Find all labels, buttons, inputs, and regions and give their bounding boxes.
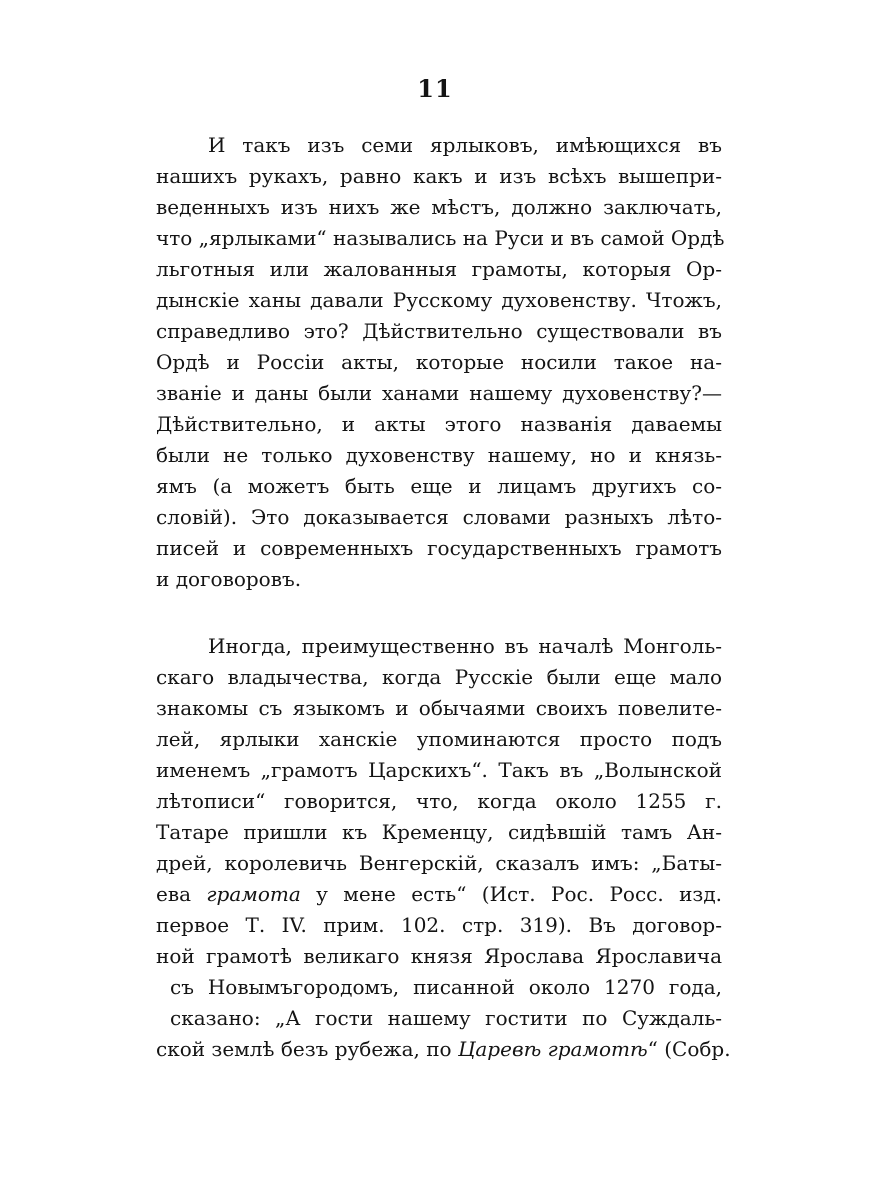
text-segment: ской землѣ безъ рубежа, по [156, 1037, 452, 1061]
text-line: и договоровъ. [156, 567, 302, 591]
text-segment: ева [156, 882, 192, 906]
text-line: именемъ „грамотъ Царскихъ“. Такъ въ „Волынской [156, 758, 722, 782]
text-line: сказано: „А гости нашему гостити по Суждаль- [170, 1006, 722, 1030]
text-line: съ Новымъгородомъ, писанной около 1270 года, [170, 975, 722, 999]
italic-text: Царевѣ грамотѣ [457, 1037, 648, 1061]
italic-text: грамота [206, 882, 301, 906]
text-line: Ордѣ и Россіи акты, которые носили такое на- [156, 350, 722, 374]
page-number: 11 [417, 74, 453, 103]
text-line: что „ярлыками“ назывались на Руси и въ самой Ордѣ [156, 226, 725, 250]
text-line: льготныя или жалованныя грамоты, которыя Ор- [156, 257, 722, 281]
text-line: лѣтописи“ говорится, что, когда около 1255 г. [156, 789, 722, 813]
text-line: знакомы съ языкомъ и обычаями своихъ повелите- [156, 696, 722, 720]
text-line: были не только духовенству нашему, но и князь- [156, 443, 722, 467]
text-line [156, 879, 722, 910]
text-line: дынскіе ханы давали Русскому духовенству. Чтожъ, [156, 288, 722, 312]
text-line: веденныхъ изъ нихъ же мѣстъ, должно заключать, [156, 195, 722, 219]
text-line: ямъ (а можетъ быть еще и лицамъ другихъ со- [156, 474, 722, 498]
text-line: дрей, королевичь Венгерскій, сказалъ имъ: „Баты- [156, 851, 722, 875]
text-line: справедливо это? Дѣйствительно существовали въ [156, 319, 722, 343]
text-line: словій). Это доказывается словами разныхъ лѣто- [156, 505, 722, 529]
text-line: ной грамотѣ великаго князя Ярослава Ярославича [156, 944, 722, 968]
text-line: писей и современныхъ государственныхъ грамотъ [156, 536, 722, 560]
paragraph-2 [156, 631, 731, 1065]
text-segment: “ (Собр. [647, 1037, 731, 1061]
text-line: званіе и даны были ханами нашему духовенству?— [156, 381, 722, 405]
text-line: Иногда, преимущественно въ началѣ Монголь- [208, 634, 722, 658]
text-line [156, 1034, 731, 1065]
paragraph-1 [156, 130, 725, 595]
text-line: нашихъ рукахъ, равно какъ и изъ всѣхъ вышепри- [156, 164, 722, 188]
text-line: И такъ изъ семи ярлыковъ, имѣющихся въ [208, 133, 722, 157]
text-segment: у мене есть“ (Ист. Рос. Росс. изд. [316, 882, 722, 906]
text-line: первое Т. IV. прим. 102. стр. 319). Въ договор- [156, 913, 722, 937]
text-line: лей, ярлыки ханскіе упоминаются просто подъ [156, 727, 722, 751]
text-line: Татаре пришли къ Кременцу, сидѣвшій тамъ Ан- [156, 820, 722, 844]
text-line: скаго владычества, когда Русскіе были еще мало [156, 665, 722, 689]
text-line: Дѣйствительно, и акты этого названія даваемы [156, 412, 722, 436]
